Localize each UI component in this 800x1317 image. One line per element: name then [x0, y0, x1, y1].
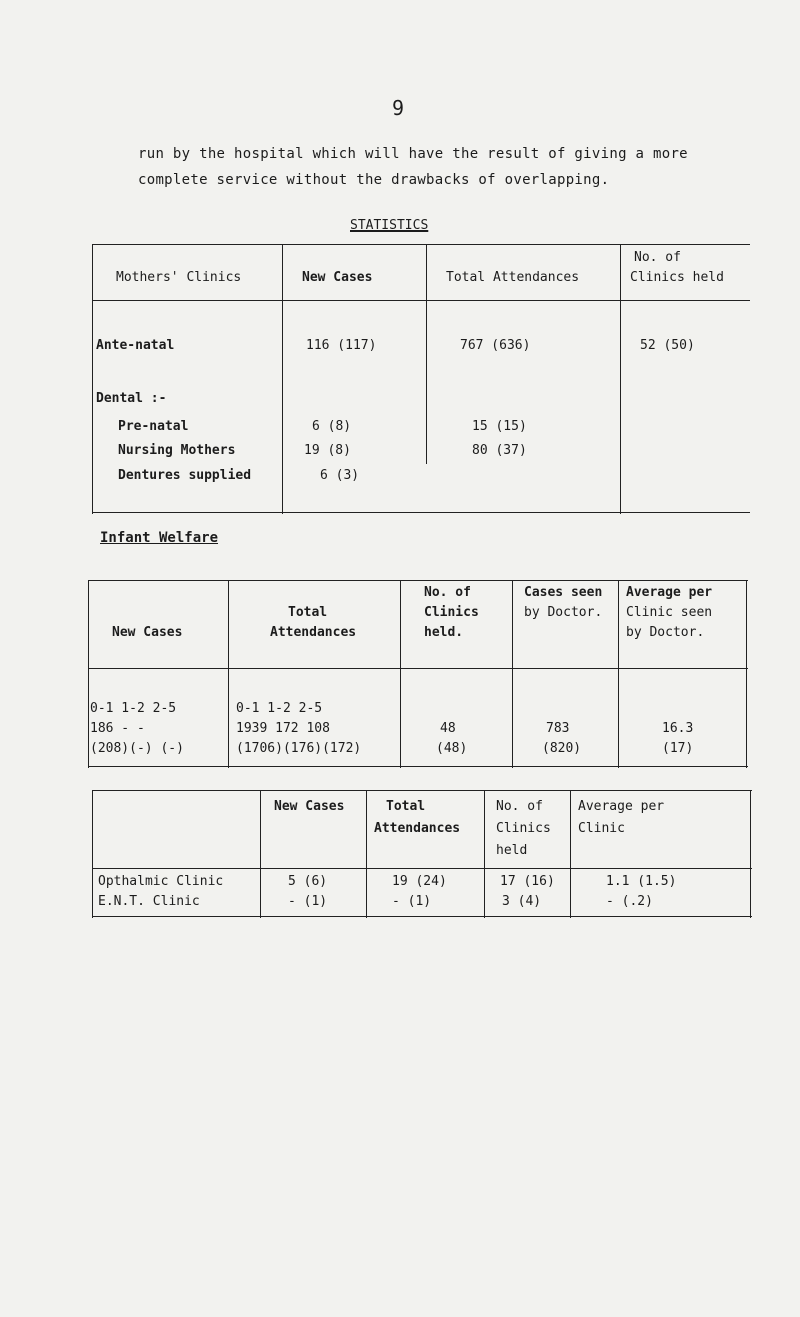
infant-welfare-title: Infant Welfare — [100, 530, 219, 546]
header-clinic: Clinic — [578, 821, 625, 836]
header-divider — [88, 668, 748, 669]
column-divider — [620, 244, 621, 514]
header-attendances: Attendances — [374, 821, 461, 836]
column-divider — [260, 790, 261, 918]
dentures-value: 6 (3) — [320, 468, 360, 483]
column-divider — [484, 790, 485, 918]
header-divider — [92, 868, 752, 869]
header-total: Total — [386, 799, 426, 814]
header-held: held. — [424, 625, 464, 640]
header-new-cases: New Cases — [302, 270, 373, 285]
column-divider — [426, 244, 427, 464]
column-divider — [228, 580, 229, 768]
statistics-title: STATISTICS — [350, 218, 429, 233]
header-no-of: No. of — [496, 799, 543, 814]
new-cases-current: 186 - - — [90, 721, 145, 736]
header-total-attendances: Total Attendances — [446, 270, 580, 285]
prenatal-label: Pre-natal — [118, 419, 189, 434]
header-clinics: Clinics — [424, 605, 479, 620]
nursing-mothers-label: Nursing Mothers — [118, 443, 236, 458]
header-cases-seen: Cases seen — [524, 585, 603, 600]
average-previous: (17) — [662, 741, 694, 756]
column-divider — [400, 580, 401, 768]
header-total: Total — [288, 605, 328, 620]
opthalmic-clinic-label: Opthalmic Clinic — [98, 874, 224, 889]
table-border-top — [88, 580, 748, 581]
table-border-bottom — [88, 766, 748, 767]
opthalmic-clinics-held: 17 (16) — [500, 874, 555, 889]
table-border-bottom — [92, 916, 752, 917]
clinics-held-current: 48 — [440, 721, 456, 736]
table-border-bottom — [92, 512, 750, 513]
ent-clinic-label: E.N.T. Clinic — [98, 894, 200, 909]
header-by-doctor: by Doctor. — [524, 605, 603, 620]
column-divider — [88, 580, 89, 768]
header-new-cases: New Cases — [274, 799, 345, 814]
header-new-cases: New Cases — [112, 625, 183, 640]
mothers-clinics-table — [92, 244, 750, 514]
prenatal-new-cases: 6 (8) — [312, 419, 352, 434]
dentures-label: Dentures supplied — [118, 468, 252, 483]
column-divider — [618, 580, 619, 768]
attendances-age-groups: 0-1 1-2 2-5 — [236, 701, 323, 716]
attendances-current: 1939 172 108 — [236, 721, 330, 736]
opthalmic-average: 1.1 (1.5) — [606, 874, 677, 889]
column-divider — [282, 244, 283, 514]
infant-welfare-table — [88, 580, 748, 768]
header-clinics-held: Clinics held — [630, 270, 724, 285]
header-average-per: Average per — [578, 799, 665, 814]
antenatal-attendances: 767 (636) — [460, 338, 531, 353]
header-attendances: Attendances — [270, 625, 357, 640]
header-by-doctor-avg: by Doctor. — [626, 625, 705, 640]
column-divider — [512, 580, 513, 768]
cases-seen-current: 783 — [546, 721, 570, 736]
nursing-mothers-new-cases: 19 (8) — [304, 443, 351, 458]
column-divider — [750, 790, 751, 918]
average-current: 16.3 — [662, 721, 694, 736]
antenatal-clinics-held: 52 (50) — [640, 338, 695, 353]
page-number: 9 — [392, 96, 405, 120]
header-no-of: No. of — [424, 585, 471, 600]
special-clinics-table — [92, 790, 752, 918]
prenatal-attendances: 15 (15) — [472, 419, 527, 434]
nursing-mothers-attendances: 80 (37) — [472, 443, 527, 458]
new-cases-previous: (208)(-) (-) — [90, 741, 184, 756]
header-clinics: Clinics — [496, 821, 551, 836]
column-divider — [92, 244, 93, 514]
header-held: held — [496, 843, 528, 858]
antenatal-label: Ante-natal — [96, 338, 175, 353]
intro-line-2: complete service without the drawbacks of overlapping. — [138, 172, 610, 188]
header-average-per: Average per — [626, 585, 713, 600]
new-cases-age-groups: 0-1 1-2 2-5 — [90, 701, 177, 716]
opthalmic-attendances: 19 (24) — [392, 874, 447, 889]
header-no-of: No. of — [634, 250, 681, 265]
column-divider — [570, 790, 571, 918]
column-divider — [746, 580, 747, 768]
column-divider — [92, 790, 93, 918]
ent-average: - (.2) — [606, 894, 653, 909]
header-clinic-seen: Clinic seen — [626, 605, 713, 620]
column-divider — [366, 790, 367, 918]
ent-clinics-held: 3 (4) — [502, 894, 542, 909]
ent-new-cases: - (1) — [288, 894, 328, 909]
cases-seen-previous: (820) — [542, 741, 582, 756]
ent-attendances: - (1) — [392, 894, 432, 909]
header-divider — [92, 300, 750, 301]
table-border-top — [92, 244, 750, 245]
dental-label: Dental :- — [96, 391, 167, 406]
opthalmic-new-cases: 5 (6) — [288, 874, 328, 889]
header-mothers-clinics: Mothers' Clinics — [116, 270, 242, 285]
antenatal-new-cases: 116 (117) — [306, 338, 377, 353]
attendances-previous: (1706)(176)(172) — [236, 741, 362, 756]
table-border-top — [92, 790, 752, 791]
intro-line-1: run by the hospital which will have the result of giving a more — [138, 146, 688, 162]
clinics-held-previous: (48) — [436, 741, 468, 756]
